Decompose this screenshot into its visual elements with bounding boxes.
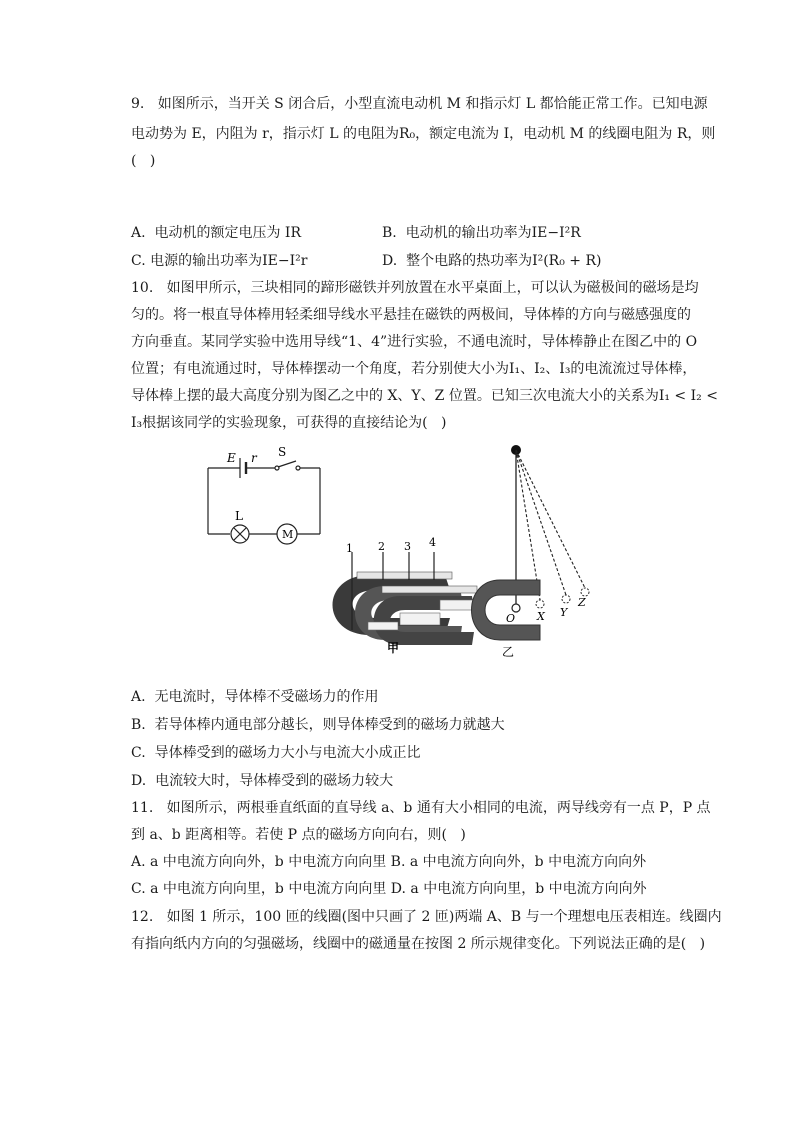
rod-y [562, 595, 570, 603]
wire-label-2: 2 [378, 540, 385, 553]
circuit-diagram [208, 458, 320, 544]
q10-option-a: A. 无电流时，导体棒不受磁场力的作用 [131, 689, 379, 705]
q10-option-b: B. 若导体棒内通电部分越长，则导体棒受到的磁场力就越大 [131, 717, 505, 733]
label-M: M [282, 528, 294, 541]
label-r: r [251, 451, 257, 465]
string-x [516, 450, 540, 600]
q9-option-d: D. 整个电路的热功率为I²(R₀ + R) [382, 253, 602, 269]
string-y [516, 450, 566, 595]
q11-options-cd: C. a 中电流方向向里，b 中电流方向向里 D. a 中电流方向向里，b 中电流方向向外 [131, 881, 647, 897]
rod-x [536, 600, 544, 608]
pendulum-label-z: Z [578, 596, 586, 609]
magnet-apparatus-image [333, 552, 478, 645]
q10-stem-line6: I₃根据该同学的实验现象，可获得的直接结论为( ) [131, 415, 447, 431]
pendulum-label-o: O [506, 612, 516, 625]
q9-stem-line2: 电动势为 E，内阻为 r，指示灯 L 的电阻为R₀，额定电流为 I，电动机 M 的线圈电阻为 R，则 [131, 126, 716, 142]
pendulum-diagram [472, 445, 590, 640]
label-S: S [278, 445, 287, 459]
switch-contact [296, 466, 300, 470]
pendulum-label-x: X [537, 610, 545, 623]
wire-label-4: 4 [429, 536, 436, 549]
q10-stem-line5: 导体棒上摆的最大高度分别为图乙之中的 X、Y、Z 位置。已知三次电流大小的关系为I₁ < I₂ < [131, 388, 718, 404]
q9-option-c: C. 电源的输出功率为IE−I²r [131, 253, 308, 269]
q10-option-c: C. 导体棒受到的磁场力大小与电流大小成正比 [131, 745, 421, 761]
q10-option-d: D. 电流较大时，导体棒受到的磁场力较大 [131, 773, 394, 789]
rod-o [512, 604, 520, 612]
caption-jia: 甲 [387, 641, 400, 655]
q10-stem-line2: 匀的。将一根直导体棒用轻柔细导线水平悬挂在磁铁的两极间，导体棒的方向与磁感强度的 [131, 307, 691, 323]
q9-stem-line3: ( ) [131, 153, 156, 169]
q9-stem-line1: 9. 如图所示，当开关 S 闭合后，小型直流电动机 M 和指示灯 L 都恰能正常工作。已知电源 [131, 96, 708, 112]
q9-option-b: B. 电动机的输出功率为IE−I²R [382, 225, 581, 241]
q10-figure [200, 440, 610, 662]
q9-option-a: A. 电动机的额定电压为 IR [131, 225, 301, 241]
pendulum-magnet [472, 580, 541, 640]
label-L: L [235, 509, 243, 523]
pendulum-label-y: Y [560, 606, 568, 619]
q12-stem-line2: 有指向纸内方向的匀强磁场，线圈中的磁通量在按图 2 所示规律变化。下列说法正确的是( ) [131, 936, 706, 952]
q10-stem-line1: 10. 如图甲所示，三块相同的蹄形磁铁并列放置在水平桌面上，可以认为磁极间的磁场是均 [131, 280, 699, 296]
switch-blade [278, 461, 296, 467]
q10-stem-line4: 位置；有电流通过时，导体棒摆动一个角度，若分别使大小为I₁、I₂、I₃的电流流过导体棒， [131, 361, 697, 377]
rod-z [581, 588, 589, 596]
wire-label-1: 1 [346, 542, 353, 555]
caption-yi: 乙 [502, 645, 515, 659]
q11-options-ab: A. a 中电流方向向外，b 中电流方向向里 B. a 中电流方向向外，b 中电流方向向外 [131, 854, 647, 870]
q10-stem-line3: 方向垂直。某同学实验中选用导线“1、4”进行实验，不通电流时，导体棒静止在图乙中的 O [131, 334, 698, 350]
wire-label-3: 3 [404, 540, 411, 553]
q11-stem-line2: 到 a、b 距离相等。若使 P 点的磁场方向向右，则( ) [131, 827, 466, 843]
q11-stem-line1: 11. 如图所示，两根垂直纸面的直导线 a、b 通有大小相同的电流，两导线旁有一点 P，P 点 [131, 800, 711, 816]
q12-stem-line1: 12. 如图 1 所示，100 匝的线圈(图中只画了 2 匝)两端 A、B 与一个理想电压表相连。线圈内 [131, 909, 722, 925]
string-z [516, 450, 585, 588]
label-E: E [227, 451, 236, 465]
